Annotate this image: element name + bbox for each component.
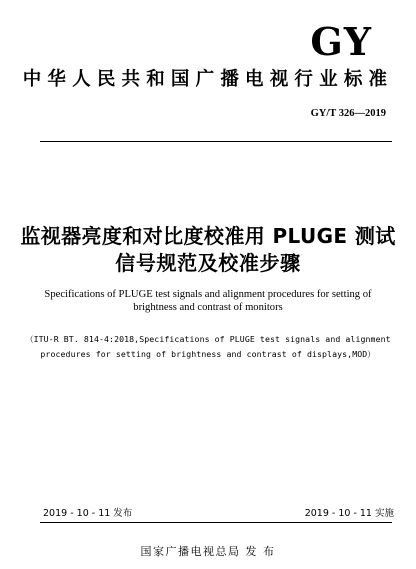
chinese-title-line-2: 信号规范及校准步骤 [115,251,301,275]
issue-date: 2019 - 10 - 11 发布 [43,508,133,519]
equivalence-note-line-2: procedures for setting of brightness and contrast of displays,MOD） [40,349,376,359]
english-title-line-1: Specifications of PLUGE test signals and alignment procedures for setting of [44,289,372,300]
standard-code: GY/T 326—2019 [310,108,386,119]
footer-divider [40,522,392,523]
gy-logo: GY [310,19,372,64]
standard-type-title: 中华人民共和国广播电视行业标准 [22,69,394,90]
chinese-title-line-1: 监视器亮度和对比度校准用 PLUGE 测试 [20,224,396,248]
implementation-date: 2019 - 10 - 11 实施 [304,508,394,519]
equivalence-note-line-1: （ITU-R BT. 814-4:2018,Specifications of PLUGE test signals and alignment [25,334,391,344]
english-title-line-2: brightness and contrast of monitors [133,302,283,313]
header-divider [40,141,392,142]
publisher-line: 国家广播电视总局 发 布 [140,545,276,558]
